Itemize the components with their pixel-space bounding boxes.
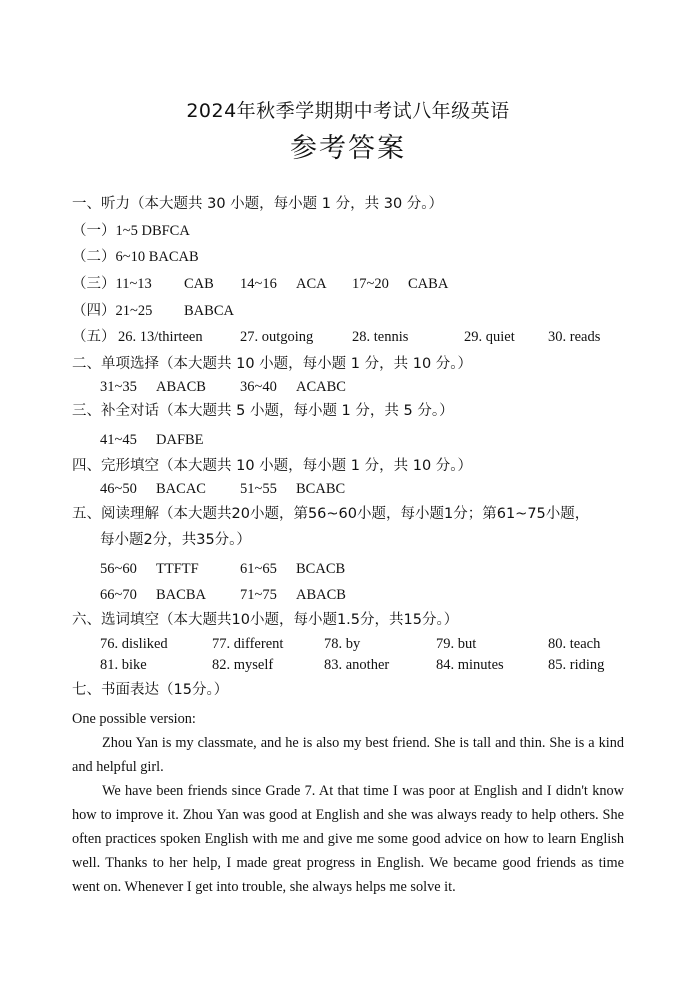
word-fill-item-82: 82. myself [212,657,274,673]
listening-part-3-answer-3: CABA [408,276,449,292]
listening-part-3-answer-2: ACA [296,276,327,292]
reading-answer-1: TTFTF [156,561,199,577]
dialogue-range: 41~45 [100,432,137,448]
reading-range-2: 61~65 [240,561,277,577]
reading-answer-4: ABACB [296,587,346,603]
cloze-range-1: 46~50 [100,481,137,497]
listening-item-27: 27. outgoing [240,329,314,345]
section-writing-heading: 七、书面表达（15分。） [72,682,229,698]
dialogue-answer: DAFBE [156,432,204,448]
choice-answer-2: ACABC [296,379,346,395]
word-fill-item-77: 77. different [212,636,284,652]
reading-range-1: 56~60 [100,561,137,577]
section-listening-heading: 一、听力（本大题共 30 小题，每小题 1 分，共 30 分。） [72,196,444,212]
section-reading-heading: 五、阅读理解（本大题共20小题，第56~60小题，每小题1分；第61~75小题， [72,506,590,522]
section-choice-heading: 二、单项选择（本大题共 10 小题，每小题 1 分，共 10 分。） [72,356,473,372]
listening-part-4-label: （四）21~25 [72,303,153,319]
listening-part-5-label: （五） [72,329,116,345]
essay-paragraph-2: We have been friends since Grade 7. At that time I was poor at English and I didn't know how to improve it. Zhou Yan was good at English and she was always ready to help others. She often practices spoken English with me and give me some good advice on how to learn English well. Thanks to her help, I made great progress in English. We became good friends as time went on. Whenever I get into trouble, she always helps me solve it. [72,783,624,895]
listening-part-3-range-3: 17~20 [352,276,389,292]
listening-part-3-label: （三）11~13 [72,276,152,292]
section-word-fill-heading: 六、选词填空（本大题共10小题，每小题1.5分，共15分。） [72,612,459,628]
word-fill-item-80: 80. teach [548,636,601,652]
listening-part-2: （二）6~10 BACAB [72,249,199,265]
choice-range-2: 36~40 [240,379,277,395]
section-reading-heading-cont: 每小题2分，共35分。） [100,532,251,548]
cloze-range-2: 51~55 [240,481,277,497]
word-fill-item-81: 81. bike [100,657,147,673]
listening-part-4-answer: BABCA [184,303,234,319]
cloze-answer-1: BACAC [156,481,206,497]
word-fill-item-78: 78. by [324,636,361,652]
listening-item-26: 26. 13/thirteen [118,329,203,345]
listening-item-29: 29. quiet [464,329,515,345]
listening-item-30: 30. reads [548,329,601,345]
sample-essay [72,707,624,899]
listening-part-3-range-2: 14~16 [240,276,277,292]
word-fill-item-85: 85. riding [548,657,605,673]
listening-part-1: （一）1~5 DBFCA [72,223,190,239]
word-fill-item-76: 76. disliked [100,636,168,652]
choice-answer-1: ABACB [156,379,206,395]
section-cloze-heading: 四、完形填空（本大题共 10 小题，每小题 1 分，共 10 分。） [72,458,473,474]
section-dialogue-heading: 三、补全对话（本大题共 5 小题，每小题 1 分，共 5 分。） [72,403,454,419]
choice-range-1: 31~35 [100,379,137,395]
word-fill-item-84: 84. minutes [436,657,504,673]
essay-paragraph-1: Zhou Yan is my classmate, and he is also my best friend. She is tall and thin. She is a kind and helpful girl. [72,735,624,775]
cloze-answer-2: BCABC [296,481,346,497]
essay-lead: One possible version: [72,711,196,727]
listening-part-3-answer-1: CAB [184,276,214,292]
reading-range-4: 71~75 [240,587,277,603]
reading-answer-3: BACBA [156,587,206,603]
reading-answer-2: BCACB [296,561,346,577]
listening-item-28: 28. tennis [352,329,409,345]
reading-range-3: 66~70 [100,587,137,603]
word-fill-item-83: 83. another [324,657,390,673]
document-subtitle: 参考答案 [290,133,406,164]
document-title: 2024年秋季学期期中考试八年级英语 [186,100,510,122]
word-fill-item-79: 79. but [436,636,477,652]
